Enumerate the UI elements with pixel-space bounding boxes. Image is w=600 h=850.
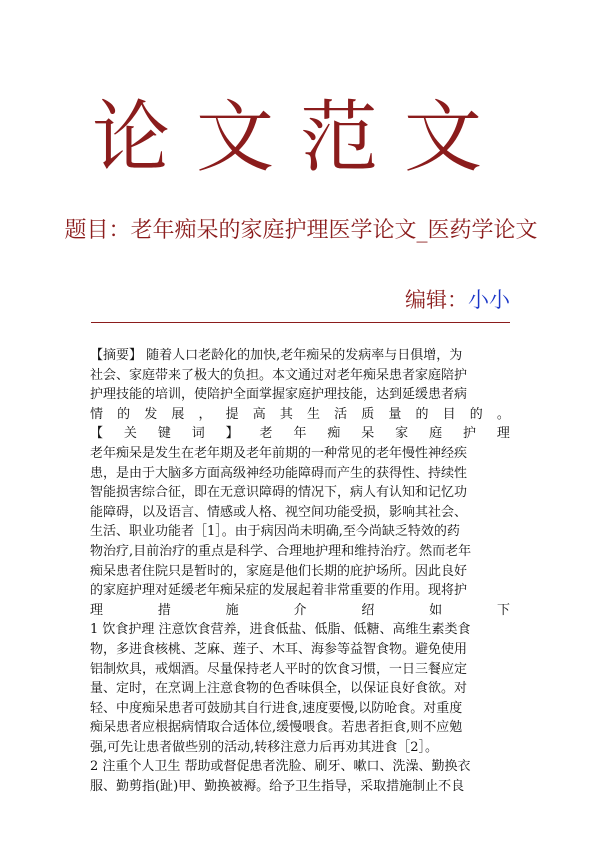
char: 生 [307,406,321,422]
spread-line-measures [90,601,510,621]
title-divider [91,322,510,323]
body-line: 痴呆患者应根据病情取合适体位,缓慢喂食。若患者拒食,则不应勉 [90,720,463,736]
char: 理 [496,426,510,442]
body-line: 量、定时，在烹调上注意食物的色香味俱全，以保证良好食欲。对 [90,681,468,697]
body-line: 的家庭护理对延缓老年痴呆症的发展起着非常重要的作用。现将护 [90,583,468,599]
body-line: 社会、家庭带来了极大的负担。本文通过对老年痴呆患者家庭陪护 [90,367,468,383]
char: 关 [123,426,137,442]
char: 【 [90,426,104,442]
body-line: 物，多进食核桃、芝麻、莲子、木耳、海参等益智食物。避免使用 [90,641,468,657]
body-line: 痴呆患者住院只是暂时的，家庭是他们长期的庇护场所。因此良好 [90,563,468,579]
char: 高 [252,406,266,422]
char: 情 [90,406,104,422]
char: 的 [415,406,429,422]
char: 下 [496,602,510,618]
char: 施 [225,602,239,618]
char: 老 [259,426,273,442]
body-line: 老年痴呆是发生在老年期及老年前期的一种常见的老年慢性神经疾 [90,445,468,461]
body-line: 1 饮食护理 注意饮食营养，进食低盐、低脂、低糖、高维生素类食 [90,622,471,638]
editor-line [405,286,510,314]
document-body [90,346,510,797]
spread-line-keywords [90,424,510,444]
char: 词 [191,426,205,442]
char: 键 [157,426,171,442]
body-line: 能障碍，以及语言、情感或人格、视空间功能受损，影响其社会、 [90,504,468,520]
char: ， [198,406,212,422]
page-title: 论文范文 [91,93,508,183]
char: 量 [388,406,402,422]
char: 庭 [429,426,443,442]
char: 介 [293,602,307,618]
char: 年 [293,426,307,442]
body-line: 轻、中度痴呆患者可鼓励其自行进食,速度要慢,以防呛食。对重度 [90,700,463,716]
char: 措 [157,602,171,618]
char: 痴 [327,426,341,442]
char: 其 [279,406,293,422]
editor-name: 小小 [468,288,510,312]
spread-line-abstract-end [90,405,510,425]
body-line: 护理技能的培训，使陪护全面掌握家庭护理技能，达到延缓患者病 [90,387,468,403]
document-title: 题目：老年痴呆的家庭护理医学论文_医药学论文 [64,218,538,243]
char: 的 [117,406,131,422]
body-line: 【摘要】 随着人口老龄化的加快,老年痴呆的发病率与日俱增，为 [90,348,463,363]
char: 活 [334,406,348,422]
char: 绍 [361,602,375,618]
char: 提 [225,406,239,422]
body-line: 服、勤剪指(趾)甲、勤换被褥。给予卫生指导，采取措施制止不良 [90,779,465,795]
char: 。 [496,406,510,422]
char: 质 [361,406,375,422]
body-line: 生活、职业功能者［1］。由于病因尚未明确,至今尚缺乏特效的药 [90,524,460,540]
char: 理 [90,602,104,618]
char: 护 [462,426,476,442]
body-line: 强,可先让患者做些别的活动,转移注意力后再劝其进食［2］。 [90,739,439,755]
char: 目 [442,406,456,422]
char: 如 [429,602,443,618]
body-line: 智能损害综合征，即在无意识障碍的情况下，病人有认知和记忆功 [90,485,468,501]
body-line: 患，是由于大脑多方面高级神经功能障碍而产生的获得性、持续性 [90,465,468,481]
char: 的 [469,406,483,422]
body-line: 2 注重个人卫生 帮助或督促患者洗脸、刷牙、嗽口、洗澡、勤换衣 [90,759,471,775]
char: 呆 [361,426,375,442]
char: 展 [171,406,185,422]
char: 】 [225,426,239,442]
char: 家 [395,426,409,442]
body-line: 物治疗,目前治疗的重点是科学、合理地护理和维持治疗。然而老年 [90,543,472,559]
char: 发 [144,406,158,422]
body-line: 铝制炊具，戒烟酒。尽量保持老人平时的饮食习惯，一日三餐应定 [90,661,468,677]
editor-label: 编辑： [405,288,468,312]
